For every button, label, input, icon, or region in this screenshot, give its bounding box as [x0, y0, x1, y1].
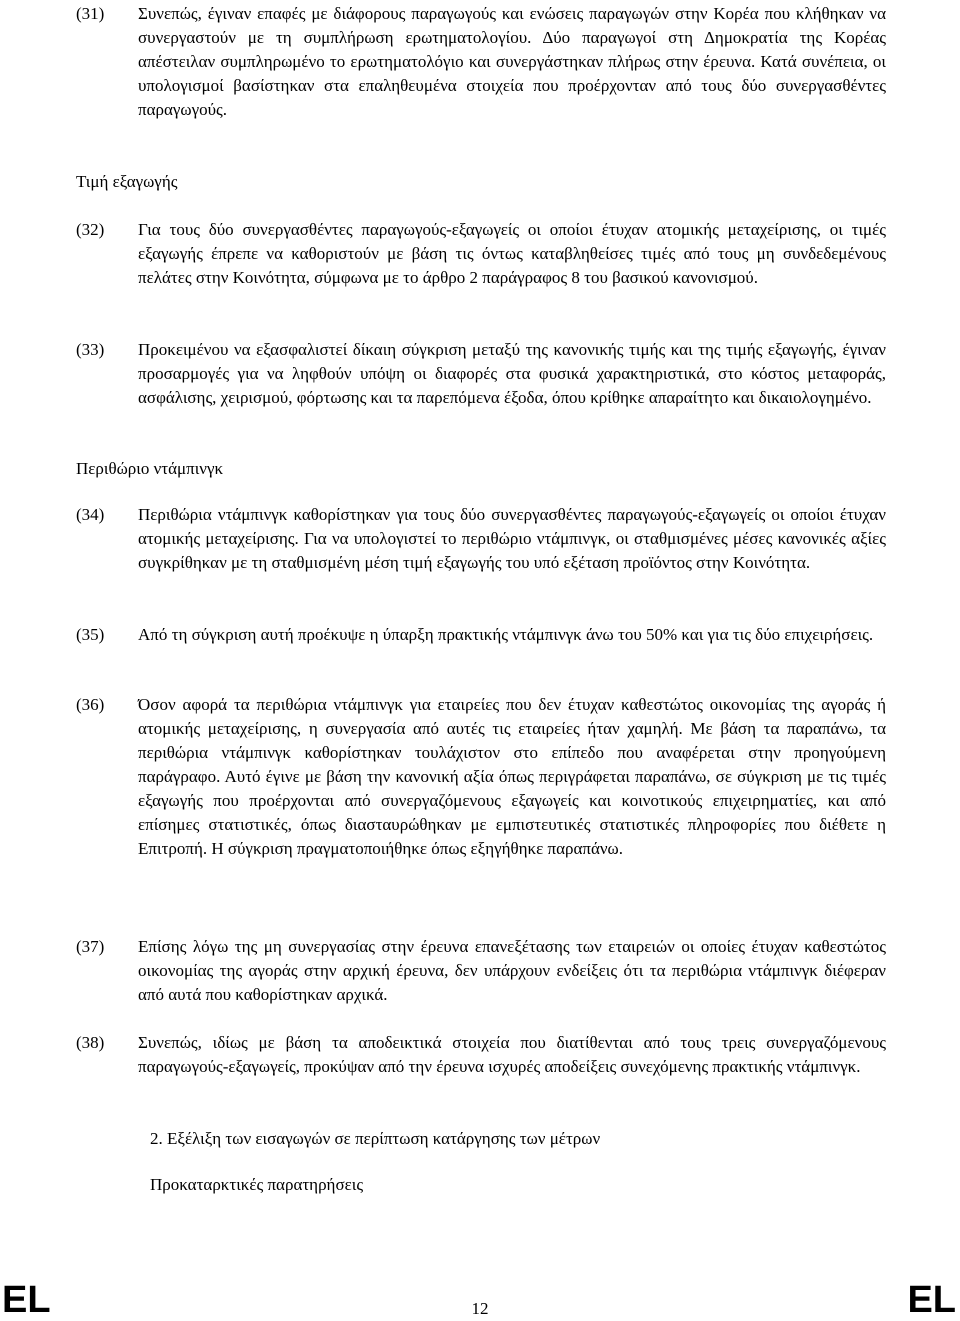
subsection-heading-preliminary: Προκαταρκτικές παρατηρήσεις	[150, 1175, 364, 1194]
paragraph-33	[76, 338, 886, 410]
paragraph-text: Όσον αφορά τα περιθώρια ντάμπινγκ για εταιρείες που δεν έτυχαν καθεστώτος οικονομίας της αγοράς ή ατομικής μεταχείρισης, η συνεργασία από αυτές τις εταιρείες ήταν χαμηλή. Με βάση τα παραπάνω, τα περιθώρια ντάμπινγκ καθορίστηκαν τουλάχιστον στο επίπεδο που αναφέρεται στην προηγούμενη παράγραφο. Αυτό έγινε με βάση την κανονική αξία όπως περιγράφεται παραπάνω, σε σύγκριση με τις τιμές εξαγωγής που προέρχονται από συνεργαζόμενους εξαγωγείς και κοινοτικούς επιχειρηματίες, και από επίσημες στατιστικές, όπως διασταυρώθηκαν με εμπιστευτικές στατιστικές πληροφορίες που διέθετε η Επιτροπή. Η σύγκριση πραγματοποιήθηκε όπως εξηγήθηκε παραπάνω.	[138, 695, 886, 858]
footer-page-number: 12	[471, 1299, 489, 1318]
paragraph-number: (36)	[76, 695, 105, 714]
paragraph-number: (35)	[76, 625, 105, 644]
paragraph-text: Από τη σύγκριση αυτή προέκυψε η ύπαρξη πρακτικής ντάμπινγκ άνω του 50% και για τις δύο επιχειρήσεις.	[138, 625, 874, 644]
paragraph-number: (38)	[76, 1033, 105, 1052]
paragraph-text: Προκειμένου να εξασφαλιστεί δίκαιη σύγκριση μεταξύ της κανονικής τιμής και της τιμής εξαγωγής, έγιναν προσαρμογές για να ληφθούν υπόψη οι διαφορές στα φυσικά χαρακτηριστικά, στο κόστος μεταφοράς, ασφάλισης, χειρισμού, φόρτωσης και τα παρεπόμενα έξοδα, όπου κρίθηκε απαραίτητο και δικαιολογημένο.	[138, 340, 886, 407]
paragraph-text: Συνεπώς, έγιναν επαφές με διάφορους παραγωγούς και ενώσεις παραγωγών στην Κορέα που κλήθηκαν να συνεργαστούν με τη συμπλήρωση ερωτηματολογίου. Δύο παραγωγοί στη Δημοκρατία της Κορέας απέστειλαν συμπληρωμένο το ερωτηματολόγιο και συνεργάστηκαν πλήρως στην έρευνα. Κατά συνέπεια, οι υπολογισμοί βασίστηκαν στα επαληθευμένα στοιχεία που προέρχονταν από τους δύο συνεργασθέντες παραγωγούς.	[138, 4, 886, 119]
paragraph-text: Περιθώρια ντάμπινγκ καθορίστηκαν για τους δύο συνεργασθέντες παραγωγούς-εξαγωγείς οι οποίοι έτυχαν ατομικής μεταχείρισης. Για να υπολογιστεί το περιθώριο ντάμπινγκ, οι σταθμισμένες μέσες κανονικές αξίες συγκρίθηκαν με τη σταθμισμένη μέση τιμή εξαγωγής του υπό εξέταση προϊόντος στην Κοινότητα.	[138, 505, 886, 572]
paragraph-number: (37)	[76, 937, 105, 956]
paragraph-number: (31)	[76, 4, 105, 23]
paragraph-32	[76, 218, 886, 290]
paragraph-37	[76, 935, 886, 1007]
paragraph-35	[76, 623, 886, 647]
paragraph-number: (33)	[76, 340, 105, 359]
footer-language-right: EL	[907, 1279, 956, 1321]
paragraph-34	[76, 503, 886, 575]
section-heading-2: 2. Εξέλιξη των εισαγωγών σε περίπτωση κατάργησης των μέτρων	[150, 1129, 601, 1148]
heading-dumping-margin: Περιθώριο ντάμπινγκ	[76, 459, 224, 478]
paragraph-38	[76, 1031, 886, 1079]
footer-language-left: EL	[2, 1279, 51, 1321]
heading-export-price: Τιμή εξαγωγής	[76, 172, 178, 191]
paragraph-number: (34)	[76, 505, 105, 524]
paragraph-text: Για τους δύο συνεργασθέντες παραγωγούς-εξαγωγείς οι οποίοι έτυχαν ατομικής μεταχείρισης, οι τιμές εξαγωγής έπρεπε να καθοριστούν με βάση τις όντως καταβληθείσες τιμές από τους μη συνδεδεμένους πελάτες στην Κοινότητα, σύμφωνα με το άρθρο 2 παράγραφος 8 του βασικού κανονισμού.	[138, 220, 886, 287]
paragraph-31	[76, 2, 886, 122]
paragraph-number: (32)	[76, 220, 105, 239]
paragraph-text: Επίσης λόγω της μη συνεργασίας στην έρευνα επανεξέτασης των εταιρειών οι οποίες έτυχαν καθεστώτος οικονομίας της αγοράς στην αρχική έρευνα, δεν υπάρχουν ενδείξεις ότι τα περιθώρια ντάμπινγκ διέφεραν από αυτά που καθορίστηκαν αρχικά.	[138, 937, 886, 1004]
paragraph-text: Συνεπώς, ιδίως με βάση τα αποδεικτικά στοιχεία που διατίθενται από τους τρεις συνεργαζόμενους παραγωγούς-εξαγωγείς, προκύψαν από την έρευνα ισχυρές αποδείξεις συνεχόμενης πρακτικής ντάμπινγκ.	[138, 1033, 886, 1076]
paragraph-36	[76, 693, 886, 861]
